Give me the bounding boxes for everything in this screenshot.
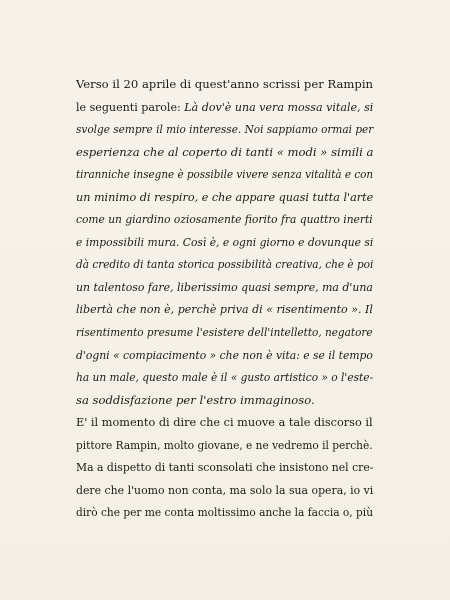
italic-run: sa soddisfazione per l'estro immaginoso. <box>76 392 315 407</box>
text-line <box>76 231 373 254</box>
text-line <box>76 118 373 141</box>
italic-run: ha un male, questo male è il « gusto artistico » o l'este- <box>76 370 374 385</box>
body-text <box>76 73 373 524</box>
italic-run: risentimento presume l'esistere dell'intelletto, negatore <box>76 325 373 340</box>
text-line <box>76 501 373 524</box>
italic-run: Là dov'è una vera mossa vitale, si <box>184 99 374 114</box>
text-line <box>76 411 373 434</box>
roman-run: dere che l'uomo non conta, ma solo la sua opera, io vi <box>76 482 374 497</box>
text-line <box>76 163 373 186</box>
paragraph <box>76 73 373 411</box>
text-line <box>76 479 373 502</box>
text-line <box>76 344 373 367</box>
text-line <box>76 208 373 231</box>
roman-run: le seguenti parole: <box>76 99 185 114</box>
italic-run: d'ogni « compiacimento » che non è vita: e se il tempo <box>76 347 373 362</box>
text-line <box>76 434 373 457</box>
italic-run: esperienza che al coperto di tanti « modi » simili a <box>76 144 374 159</box>
text-line <box>76 141 373 164</box>
italic-run: dà credito di tanta storica possibilità creativa, che è poi <box>76 257 374 272</box>
italic-run: un minimo di respiro, e che appare quasi tutta l'arte <box>76 189 374 204</box>
roman-run: Verso il 20 aprile di quest'anno scrissi per Rampin <box>76 77 373 91</box>
italic-run: svolge sempre il mio interesse. Noi sappiamo ormai per <box>76 122 374 137</box>
roman-run: pittore Rampin, molto giovane, e ne vedremo il perchè. <box>76 437 373 452</box>
roman-run: E' il momento di dire che ci muove a tale discorso il <box>76 415 373 430</box>
text-line <box>76 298 373 321</box>
text-line <box>76 276 373 299</box>
italic-run: libertà che non è, perchè priva di « risentimento ». Il <box>76 302 373 317</box>
text-line <box>76 96 373 119</box>
text-line <box>76 321 373 344</box>
italic-run: un talentoso fare, liberissimo quasi sempre, ma d'una <box>76 279 373 294</box>
text-line <box>76 389 373 412</box>
text-line <box>76 73 373 96</box>
paragraph <box>76 411 373 524</box>
italic-run: e impossibili mura. Così è, e ogni giorno e dovunque si <box>76 234 374 249</box>
text-line <box>76 456 373 479</box>
text-line <box>76 186 373 209</box>
text-line <box>76 253 373 276</box>
italic-run: tiranniche insegne è possibile vivere senza vitalità e con <box>76 167 374 182</box>
italic-run: come un giardino oziosamente fiorito fra quattro inerti <box>76 212 373 227</box>
roman-run: dirò che per me conta moltissimo anche la faccia o, più <box>76 505 374 520</box>
roman-run: Ma a dispetto di tanti sconsolati che insistono nel cre- <box>76 460 374 475</box>
text-line <box>76 366 373 389</box>
